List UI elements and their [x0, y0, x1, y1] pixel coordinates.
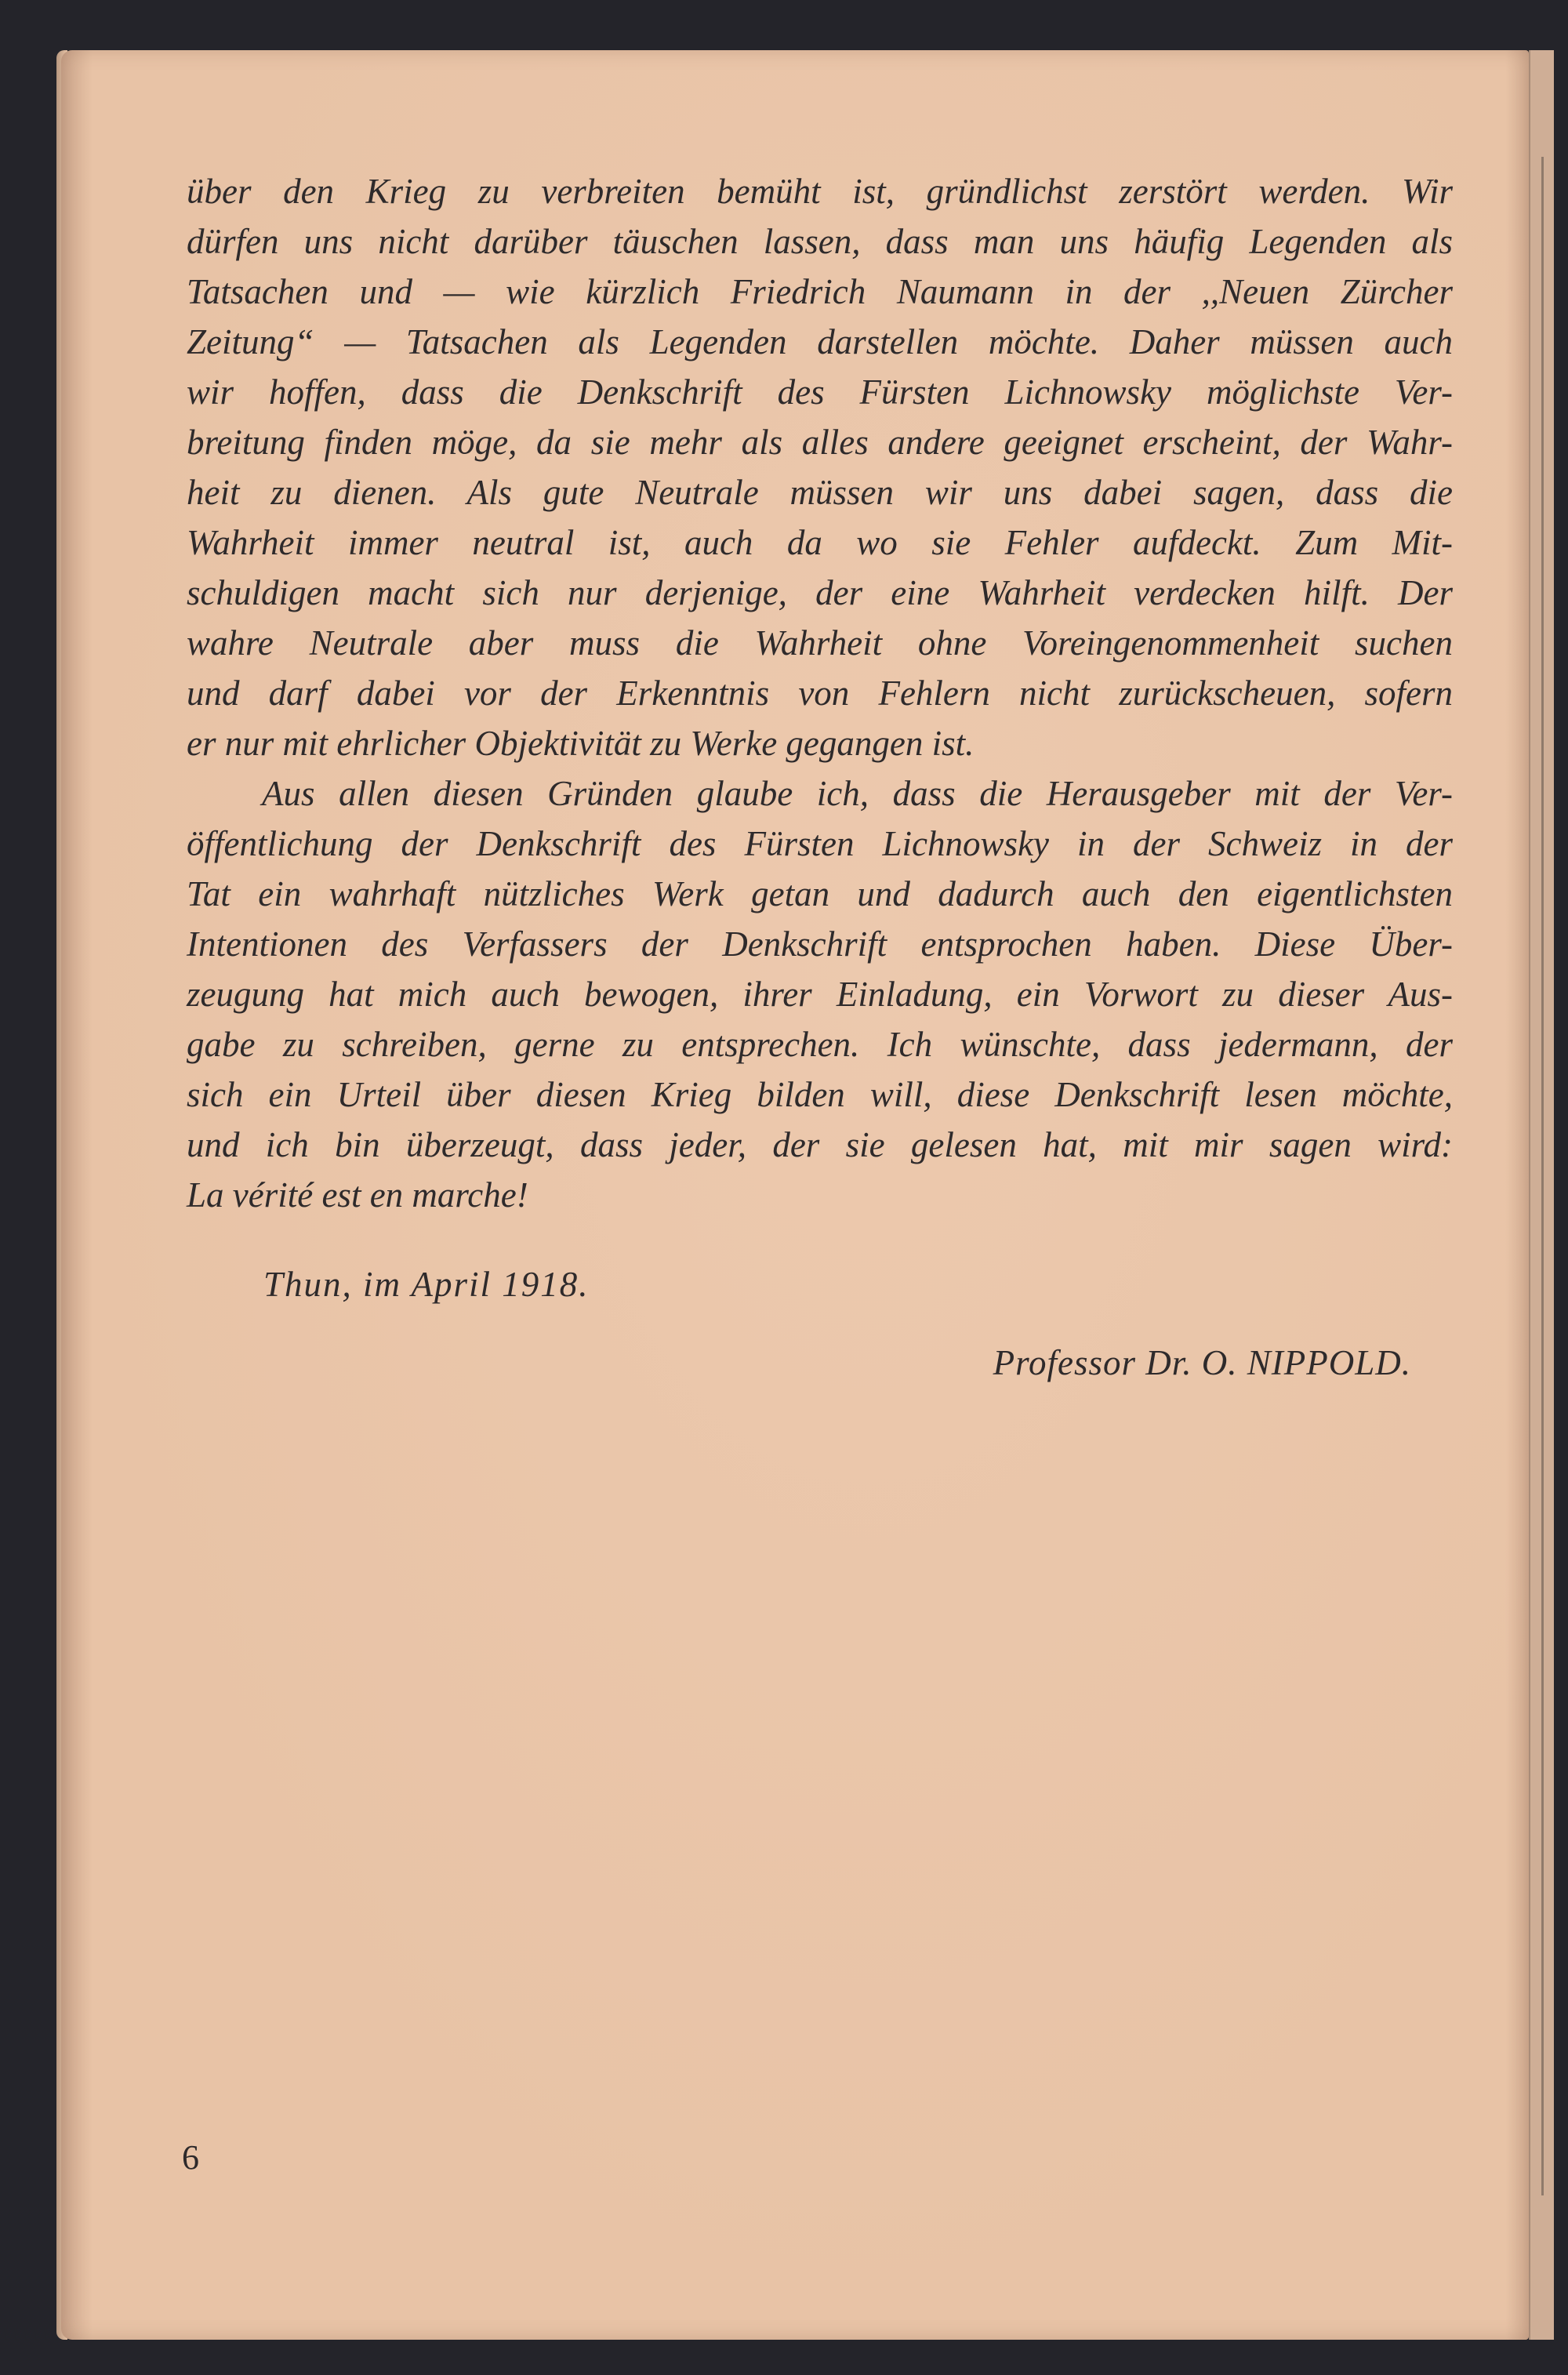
paragraph-2: [187, 768, 1453, 1220]
page-number: 6: [182, 2138, 199, 2177]
body-text: [187, 166, 1453, 1220]
text-line: schuldigen macht sich nur derjenige, der eine Wahrheit verdecken hilft. Der: [187, 573, 1453, 612]
text-line: zeugung hat mich auch bewogen, ihrer Einladung, ein Vorwort zu dieser Aus-: [187, 975, 1453, 1014]
text-line: öffentlichung der Denkschrift des Fürsten Lichnowsky in der Schweiz in der: [187, 824, 1453, 863]
text-line: Zeitung“ — Tatsachen als Legenden darstellen möchte. Daher müssen auch: [187, 322, 1453, 361]
dateline: Thun, im April 1918.: [263, 1265, 590, 1304]
text-line: und darf dabei vor der Erkenntnis von Fehlern nicht zurückscheuen, sofern: [187, 674, 1453, 713]
text-line: Tatsachen und — wie kürzlich Friedrich Naumann in der ,,Neuen Zürcher: [187, 272, 1453, 311]
text-line: sich ein Urteil über diesen Krieg bilden will, diese Denkschrift lesen möchte,: [187, 1075, 1453, 1114]
text-line: gabe zu schreiben, gerne zu entsprechen. Ich wünschte, dass jedermann, der: [187, 1025, 1453, 1064]
text-line: er nur mit ehrlicher Objektivität zu Werke gegangen ist.: [187, 724, 975, 763]
text-line: und ich bin überzeugt, dass jeder, der sie gelesen hat, mit mir sagen wird:: [187, 1125, 1453, 1164]
text-line: wir hoffen, dass die Denkschrift des Fürsten Lichnowsky möglichste Ver-: [187, 372, 1453, 412]
signature: Professor Dr. O. NIPPOLD.: [993, 1343, 1411, 1382]
text-line: Intentionen des Verfassers der Denkschrift entsprochen haben. Diese Über-: [187, 924, 1453, 964]
text-line: breitung finden möge, da sie mehr als alles andere geeignet erscheint, der Wahr-: [187, 423, 1453, 462]
text-line: Wahrheit immer neutral ist, auch da wo sie Fehler aufdeckt. Zum Mit-: [187, 523, 1453, 562]
text-line: dürfen uns nicht darüber täuschen lassen, dass man uns häufig Legenden als: [187, 222, 1453, 261]
text-line: heit zu dienen. Als gute Neutrale müssen wir uns dabei sagen, dass die: [187, 473, 1453, 512]
paragraph-1: [187, 166, 1453, 768]
text-line: über den Krieg zu verbreiten bemüht ist, gründlichst zerstört werden. Wir: [187, 172, 1453, 211]
text-line: wahre Neutrale aber muss die Wahrheit ohne Voreingenommenheit suchen: [187, 623, 1453, 663]
text-line: Tat ein wahrhaft nützliches Werk getan und dadurch auch den eigentlichsten: [187, 874, 1453, 913]
page-edge-line: [1541, 157, 1544, 2195]
text-line: Aus allen diesen Gründen glaube ich, dass die Herausgeber mit der Ver-: [262, 774, 1453, 813]
text-line: La vérité est en marche!: [187, 1175, 528, 1215]
